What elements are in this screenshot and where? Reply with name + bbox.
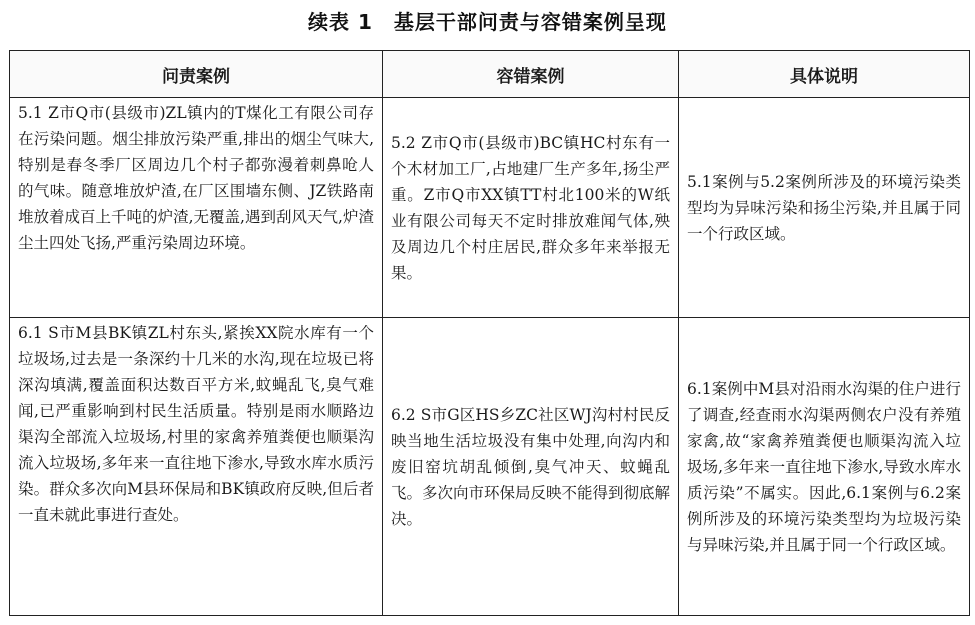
- accountability-case-5-1: 5.1 Z市Q市(县级市)ZL镇内的T煤化工有限公司存在污染问题。烟尘排放污染严重,排出的烟尘气味大,特别是春冬季厂区周边几个村子都弥漫着刺鼻呛人的气味。随意堆放炉渣,在厂区围墙东侧、JZ铁路南堆放着成百上千吨的炉渣,无覆盖,遇到刮风天气,炉渣尘土四处飞扬,严重污染周边环境。: [10, 98, 383, 318]
- table-row: [10, 318, 970, 616]
- tolerance-case-5-2: 5.2 Z市Q市(县级市)BC镇HC村东有一个木材加工厂,占地建厂生产多年,扬尘严重。Z市Q市XX镇TT村北100米的W纸业有限公司每天不定时排放难闻气体,殃及周边几个村庄居民,群众多年来举报无果。: [383, 98, 679, 318]
- table-row: [10, 98, 970, 318]
- header-note: 具体说明: [679, 51, 970, 98]
- header-row: [10, 51, 970, 98]
- tolerance-case-6-2: 6.2 S市G区HS乡ZC社区WJ沟村村民反映当地生活垃圾没有集中处理,向沟内和废旧窑坑胡乱倾倒,臭气冲天、蚊蝇乱飞。多次向市环保局反映不能得到彻底解决。: [383, 318, 679, 616]
- header-accountability: 问责案例: [10, 51, 383, 98]
- note-case-6: 6.1案例中M县对沿雨水沟渠的住户进行了调查,经查雨水沟渠两侧农户没有养殖家禽,故“家禽养殖粪便也顺渠沟流入垃圾场,多年来一直往地下渗水,导致水库水质污染”不属实。因此,6.1案例与6.2案例所涉及的环境污染类型均为垃圾污染与异味污染,并且属于同一个行政区域。: [679, 318, 970, 616]
- table-caption: 续表 1 基层干部问责与容错案例呈现: [308, 10, 667, 34]
- accountability-case-6-1: 6.1 S市M县BK镇ZL村东头,紧挨XX院水库有一个垃圾场,过去是一条深约十几米的水沟,现在垃圾已将深沟填满,覆盖面积达数百平方米,蚊蝇乱飞,臭气难闻,已严重影响到村民生活质量。特别是雨水顺路边渠沟全部流入垃圾场,村里的家禽养殖粪便也顺渠沟流入垃圾场,多年来一直往地下渗水,导致水库水质污染。群众多次向M县环保局和BK镇政府反映,但后者一直未就此事进行查处。: [10, 318, 383, 616]
- case-table: [9, 50, 970, 616]
- note-case-5: 5.1案例与5.2案例所涉及的环境污染类型均为异味污染和扬尘污染,并且属于同一个行政区域。: [679, 98, 970, 318]
- header-tolerance: 容错案例: [383, 51, 679, 98]
